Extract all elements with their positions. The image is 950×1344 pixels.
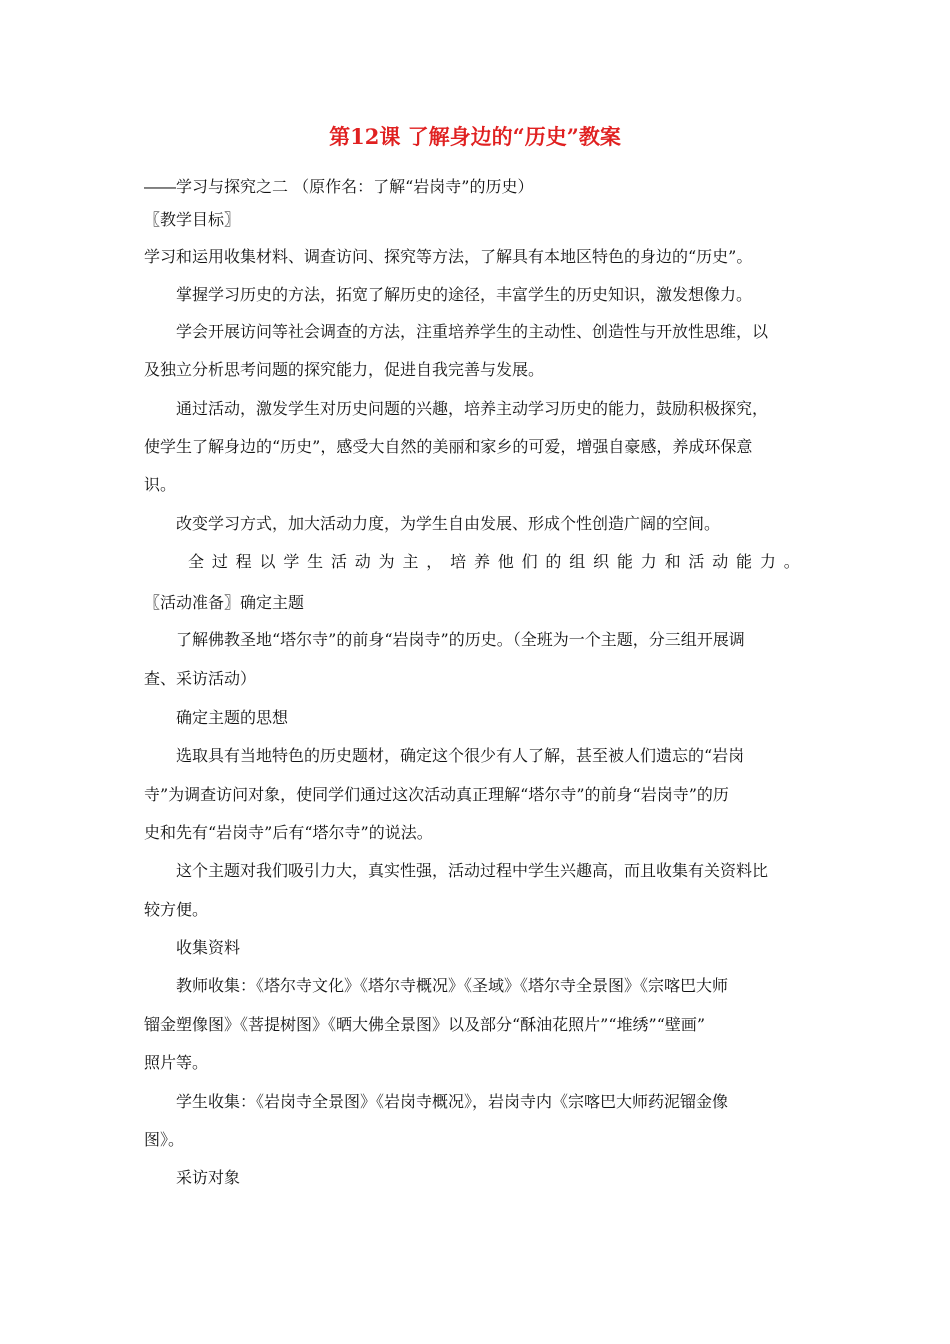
- spaced-character: 动: [712, 552, 729, 571]
- paragraph-line: 改变学习方式，加大活动力度，为学生自由发展、形成个性创造广阔的空间。: [176, 514, 721, 533]
- paragraph-line: 掌握学习历史的方法，拓宽了解历史的途径，丰富学生的历史知识，激发想像力。: [176, 285, 753, 304]
- spaced-character: 活: [330, 552, 347, 571]
- spaced-character: 能: [616, 552, 633, 571]
- spaced-character: 动: [354, 552, 371, 571]
- paragraph-line: 学习和运用收集材料、调查访问、探究等方法，了解具有本地区特色的身边的“历史”。: [144, 247, 753, 266]
- section-heading-teaching-goals: 〖教学目标〗: [144, 210, 241, 229]
- paragraph-line: 及独立分析思考问题的探究能力，促进自我完善与发展。: [144, 360, 545, 379]
- spaced-character: 全: [188, 552, 205, 571]
- spaced-character: 为: [378, 552, 395, 571]
- paragraph-line: 这个主题对我们吸引力大，真实性强，活动过程中学生兴趣高，而且收集有关资料比: [176, 861, 769, 880]
- spaced-character: 程: [235, 552, 252, 571]
- paragraph-line: 镏金塑像图》《菩提树图》《晒大佛全景图》以及部分“酥油花照片”“堆绣”“壁画”: [144, 1015, 706, 1034]
- paragraph-line: 识。: [144, 475, 177, 494]
- paragraph-line: 史和先有“岩岗寺”后有“塔尔寺”的说法。: [144, 823, 433, 842]
- paragraph-line: 寺”为调查访问对象，使同学们通过这次活动真正理解“塔尔寺”的前身“岩岗寺”的历: [144, 785, 729, 804]
- spaced-character: 培: [450, 552, 467, 571]
- spaced-character: 他: [497, 552, 514, 571]
- spaced-character: 能: [736, 552, 753, 571]
- document-title: 第12课 了解身边的“历史”教案: [329, 124, 621, 149]
- spaced-character: 。: [783, 552, 800, 571]
- spaced-character: 和: [664, 552, 681, 571]
- subheading-line: 采访对象: [176, 1168, 241, 1187]
- section-heading-activity-prep: 〖活动准备〗确定主题: [144, 593, 305, 612]
- spaced-character: 过: [211, 552, 228, 571]
- spaced-character: 织: [593, 552, 610, 571]
- paragraph-line: 学生收集：《岩岗寺全景图》《岩岗寺概况》，岩岗寺内《宗喀巴大师药泥镏金像: [176, 1092, 729, 1111]
- spaced-character: 力: [640, 552, 657, 571]
- spaced-character: 主: [402, 552, 419, 571]
- paragraph-line: 查、采访活动）: [144, 669, 257, 688]
- spaced-character: 力: [759, 552, 776, 571]
- subheading-line: 收集资料: [176, 938, 241, 957]
- subheading-line: 确定主题的思想: [176, 708, 289, 727]
- paragraph-line: 较方便。: [144, 900, 209, 919]
- paragraph-line-spaced: [188, 551, 800, 573]
- spaced-character: 学: [283, 552, 300, 571]
- paragraph-line: 教师收集：《塔尔寺文化》《塔尔寺概况》《圣域》《塔尔寺全景图》《宗喀巴大师: [176, 976, 729, 995]
- paragraph-line: 使学生了解身边的“历史”，感受大自然的美丽和家乡的可爱，增强自豪感，养成环保意: [144, 437, 753, 456]
- spaced-character: 以: [259, 552, 276, 571]
- paragraph-line: 学会开展访问等社会调查的方法，注重培养学生的主动性、创造性与开放性思维，以: [176, 322, 769, 341]
- paragraph-line: 选取具有当地特色的历史题材，确定这个很少有人了解，甚至被人们遗忘的“岩岗: [176, 746, 745, 765]
- subtitle-line: ――学习与探究之二 （原作名：了解“岩岗寺”的历史）: [144, 177, 534, 196]
- spaced-character: 组: [569, 552, 586, 571]
- paragraph-line: 照片等。: [144, 1053, 209, 1072]
- paragraph-line: 图》。: [144, 1130, 185, 1149]
- spaced-character: 养: [473, 552, 490, 571]
- paragraph-line: 了解佛教圣地“塔尔寺”的前身“岩岗寺”的历史。（全班为一个主题，分三组开展调: [176, 630, 745, 649]
- spaced-character: 活: [688, 552, 705, 571]
- spaced-character: 的: [545, 552, 562, 571]
- spaced-character: 生: [307, 552, 324, 571]
- spaced-character: ，: [426, 552, 443, 571]
- spaced-character: 们: [521, 552, 538, 571]
- paragraph-line: 通过活动，激发学生对历史问题的兴趣，培养主动学习历史的能力，鼓励积极探究，: [176, 399, 769, 418]
